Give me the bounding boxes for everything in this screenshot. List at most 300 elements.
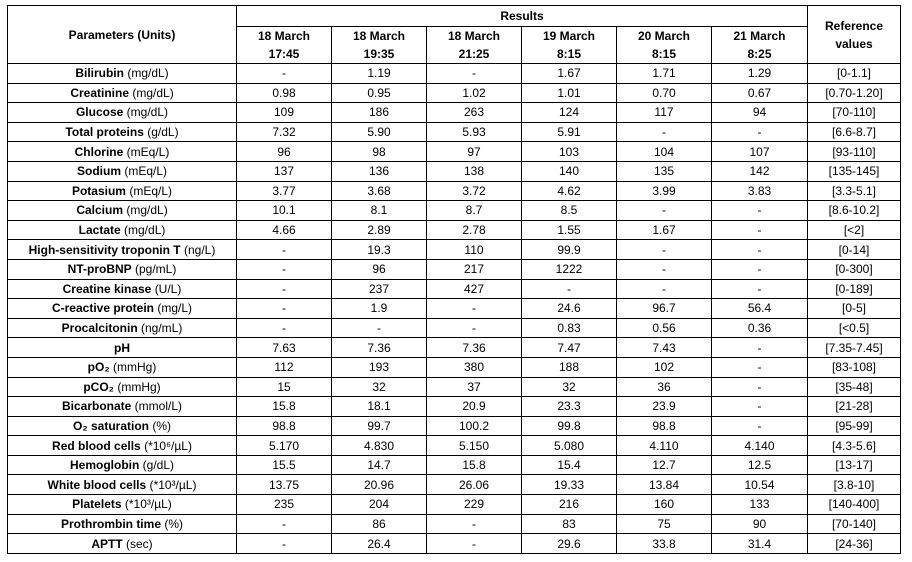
result-value: 109 [237,103,332,123]
parameter-unit: (pg/mL) [135,262,177,277]
parameter-cell [8,455,237,475]
date-time: 21:25 [458,47,490,61]
reference-value: [0-189] [808,279,901,299]
reference-value: [8.6-10.2] [808,201,901,221]
result-value: - [237,299,332,319]
parameter-cell [8,357,237,377]
table-row [8,318,901,338]
parameter-name: Prothrombin time [60,516,161,531]
date-day: 19 March [542,29,596,43]
result-value: 263 [427,103,522,123]
parameter-name: pO₂ [87,360,110,375]
result-value: 188 [522,357,617,377]
result-value: 217 [427,259,522,279]
table-row [8,240,901,260]
result-value: 4.110 [617,436,712,456]
result-value: 10.54 [712,475,808,495]
result-value: 14.7 [332,455,427,475]
result-value: 1.9 [332,299,427,319]
result-value: - [617,279,712,299]
reference-header-line2: values [835,36,873,51]
parameter-unit: (sec) [126,536,153,551]
result-value: 15.4 [522,455,617,475]
result-value: 4.140 [712,436,808,456]
result-value: 229 [427,495,522,515]
result-value: 3.72 [427,181,522,201]
parameter-name: APTT [91,536,123,551]
result-value: - [617,201,712,221]
reference-value: [0-1.1] [808,64,901,84]
result-value: 1.71 [617,64,712,84]
parameter-cell [8,475,237,495]
date-time: 8:15 [651,47,677,61]
reference-value: [140-400] [808,495,901,515]
parameter-unit: (%) [164,516,184,531]
table-row [8,83,901,103]
parameter-name: Chlorine [74,144,124,159]
result-value: 36 [617,377,712,397]
result-value: - [712,259,808,279]
result-value: 20.96 [332,475,427,495]
parameter-cell [8,299,237,319]
parameter-name: White blood cells [47,477,147,492]
result-value: 29.6 [522,534,617,554]
parameter-cell [8,142,237,162]
result-value: - [617,259,712,279]
result-value: 15.8 [237,397,332,417]
parameter-unit: (%) [152,418,172,433]
result-value: 0.98 [237,83,332,103]
table-row [8,495,901,515]
reference-value: [<2] [808,220,901,240]
result-value: - [712,279,808,299]
parameter-unit: (mmol/L) [134,399,183,414]
parameter-unit: (mmHg) [113,360,157,375]
parameter-unit: (*10³/µL) [149,477,197,492]
result-value: 0.95 [332,83,427,103]
reference-value: [21-28] [808,397,901,417]
result-value: 140 [522,161,617,181]
result-value: 135 [617,161,712,181]
result-value: 204 [332,495,427,515]
result-value: 193 [332,357,427,377]
table-row [8,475,901,495]
result-value: 99.7 [332,416,427,436]
result-value: 32 [332,377,427,397]
result-value: 75 [617,514,712,534]
result-value: 13.75 [237,475,332,495]
reference-value: [0-14] [808,240,901,260]
parameter-name: High-sensitivity troponin T [28,242,181,257]
parameter-unit: (*10⁶/µL) [144,438,192,453]
parameter-name: Lactate [78,223,121,238]
table-row [8,455,901,475]
result-value: 1.01 [522,83,617,103]
reference-value: [7.35-7.45] [808,338,901,358]
result-value: 8.5 [522,201,617,221]
result-value: 5.170 [237,436,332,456]
parameter-cell [8,161,237,181]
result-value: 104 [617,142,712,162]
date-day: 18 March [352,29,406,43]
reference-header-line1: Reference [824,18,884,33]
result-value: 137 [237,161,332,181]
result-value: 5.90 [332,122,427,142]
result-value: - [712,357,808,377]
reference-value: [93-110] [808,142,901,162]
parameter-unit: (mmHg) [117,379,161,394]
result-value: 0.70 [617,83,712,103]
parameter-cell [8,534,237,554]
result-value: - [617,240,712,260]
date-header-5 [617,27,712,64]
parameter-unit: (mEq/L) [126,144,170,159]
result-value: 380 [427,357,522,377]
result-value: - [712,416,808,436]
parameter-name: Creatine kinase [62,281,152,296]
reference-value: [0-5] [808,299,901,319]
result-value: 15 [237,377,332,397]
result-value: 7.36 [332,338,427,358]
parameter-cell [8,259,237,279]
table-row [8,259,901,279]
result-value: 0.67 [712,83,808,103]
parameter-unit: (ng/L) [183,242,216,257]
result-value: - [427,64,522,84]
result-value: 427 [427,279,522,299]
result-value: 7.43 [617,338,712,358]
result-value: 99.9 [522,240,617,260]
result-value: 96 [237,142,332,162]
result-value: 26.06 [427,475,522,495]
result-value: - [427,534,522,554]
result-value: 1.67 [617,220,712,240]
result-value: 0.36 [712,318,808,338]
date-time: 17:45 [268,47,300,61]
table-row [8,64,901,84]
table-row [8,103,901,123]
parameter-unit: (mEq/L) [124,164,168,179]
result-value: 117 [617,103,712,123]
result-value: - [712,338,808,358]
reference-value: [83-108] [808,357,901,377]
result-value: 124 [522,103,617,123]
reference-values-header [808,6,901,64]
parameter-cell [8,103,237,123]
result-value: 3.77 [237,181,332,201]
result-value: - [237,279,332,299]
parameter-cell [8,416,237,436]
result-value: 56.4 [712,299,808,319]
result-value: - [237,240,332,260]
parameter-cell [8,495,237,515]
result-value: - [712,201,808,221]
result-value: 1222 [522,259,617,279]
result-value: 99.8 [522,416,617,436]
date-header-4 [522,27,617,64]
result-value: 32 [522,377,617,397]
table-row [8,338,901,358]
parameter-name: Hemoglobin [69,458,140,473]
lab-results-table [7,5,901,554]
result-value: 12.7 [617,455,712,475]
result-value: - [712,240,808,260]
result-value: 103 [522,142,617,162]
table-row [8,514,901,534]
result-value: - [427,514,522,534]
result-value: - [427,318,522,338]
table-row [8,181,901,201]
reference-value: [6.6-8.7] [808,122,901,142]
reference-value: [70-110] [808,103,901,123]
parameter-name: Calcium [76,203,123,218]
date-time: 19:35 [363,47,395,61]
result-value: - [237,534,332,554]
result-value: 90 [712,514,808,534]
result-value: - [237,318,332,338]
reference-value: [3.3-5.1] [808,181,901,201]
result-value: 31.4 [712,534,808,554]
result-value: - [427,299,522,319]
parameter-unit: (mg/dL) [127,66,169,81]
reference-value: [3.8-10] [808,475,901,495]
parameter-name: Total proteins [65,125,144,140]
date-day: 20 March [637,29,691,43]
parameter-name: NT-proBNP [67,262,132,277]
parameter-name: Bicarbonate [61,399,132,414]
result-value: 3.83 [712,181,808,201]
reference-value: [0.70-1.20] [808,83,901,103]
parameter-unit: (mg/dL) [126,203,168,218]
result-value: - [712,220,808,240]
parameter-unit: (U/L) [154,281,182,296]
table-row [8,416,901,436]
result-value: 15.8 [427,455,522,475]
result-value: 7.36 [427,338,522,358]
result-value: 94 [712,103,808,123]
result-value: 23.3 [522,397,617,417]
result-value: 98 [332,142,427,162]
result-value: 15.5 [237,455,332,475]
table-row [8,161,901,181]
result-value: - [522,279,617,299]
result-value: 10.1 [237,201,332,221]
result-value: 8.1 [332,201,427,221]
parameter-cell [8,201,237,221]
reference-value: [135-145] [808,161,901,181]
parameter-name: Red blood cells [52,438,141,453]
parameter-cell [8,318,237,338]
table-row [8,534,901,554]
parameter-unit: (g/dL) [147,125,179,140]
parameter-name: Potasium [71,183,126,198]
result-value: 96.7 [617,299,712,319]
result-value: 83 [522,514,617,534]
table-body [8,64,901,554]
date-header-6 [712,27,808,64]
date-day: 18 March [257,29,311,43]
table-row [8,397,901,417]
table-row [8,220,901,240]
result-value: 133 [712,495,808,515]
result-value: 12.5 [712,455,808,475]
result-value: - [237,64,332,84]
result-value: 86 [332,514,427,534]
result-value: 5.080 [522,436,617,456]
parameter-cell [8,181,237,201]
parameter-name: Procalcitonin [61,321,138,336]
parameter-name: Creatinine [70,85,129,100]
lab-results-document [7,5,901,554]
result-value: - [712,122,808,142]
result-value: 2.89 [332,220,427,240]
result-value: 3.99 [617,181,712,201]
result-value: 112 [237,357,332,377]
parameter-unit: (mg/dL) [132,85,174,100]
result-value: 2.78 [427,220,522,240]
reference-value: [35-48] [808,377,901,397]
table-row [8,299,901,319]
result-value: 4.830 [332,436,427,456]
result-value: 20.9 [427,397,522,417]
result-value: 0.83 [522,318,617,338]
parameter-name: O₂ saturation [72,418,149,433]
result-value: 26.4 [332,534,427,554]
result-value: 160 [617,495,712,515]
result-value: 7.63 [237,338,332,358]
result-value: 1.02 [427,83,522,103]
table-row [8,436,901,456]
result-value: - [332,318,427,338]
parameter-unit: (mEq/L) [129,183,173,198]
result-value: 0.56 [617,318,712,338]
date-header-1 [237,27,332,64]
parameter-name: Glucose [75,105,124,120]
parameter-unit: (mg/dL) [124,223,166,238]
result-value: 7.47 [522,338,617,358]
parameter-unit: (mg/L) [157,301,193,316]
parameter-name: pH [114,340,130,355]
reference-value: [0-300] [808,259,901,279]
parameter-cell [8,122,237,142]
result-value: - [237,514,332,534]
result-value: 138 [427,161,522,181]
reference-value: [<0.5] [808,318,901,338]
result-value: 4.62 [522,181,617,201]
date-header-3 [427,27,522,64]
parameter-cell [8,338,237,358]
parameter-cell [8,83,237,103]
result-value: 1.55 [522,220,617,240]
date-day: 21 March [733,29,786,43]
result-value: 136 [332,161,427,181]
reference-value: [70-140] [808,514,901,534]
result-value: 8.7 [427,201,522,221]
table-row [8,377,901,397]
result-value: 33.8 [617,534,712,554]
result-value: 1.29 [712,64,808,84]
result-value: 96 [332,259,427,279]
parameters-header: Parameters (Units) [8,6,237,64]
result-value: 7.32 [237,122,332,142]
result-value: - [712,377,808,397]
result-value: 216 [522,495,617,515]
reference-value: [24-36] [808,534,901,554]
parameter-name: Bilirubin [75,66,124,81]
result-value: 19.3 [332,240,427,260]
date-time: 8:15 [556,47,582,61]
result-value: 110 [427,240,522,260]
result-value: 98.8 [237,416,332,436]
result-value: 13.84 [617,475,712,495]
parameter-name: Sodium [76,164,121,179]
result-value: 19.33 [522,475,617,495]
table-row [8,279,901,299]
result-value: 24.6 [522,299,617,319]
table-row [8,201,901,221]
result-value: 186 [332,103,427,123]
result-value: - [237,259,332,279]
result-value: 97 [427,142,522,162]
reference-value: [4.3-5.6] [808,436,901,456]
result-value: 5.150 [427,436,522,456]
parameter-unit: (*10³/µL) [124,497,172,512]
result-value: 1.67 [522,64,617,84]
parameter-name: Platelets [72,497,122,512]
result-value: - [617,122,712,142]
date-day: 18 March [447,29,501,43]
parameter-cell [8,397,237,417]
table-row [8,122,901,142]
date-header-2 [332,27,427,64]
result-value: 102 [617,357,712,377]
parameter-unit: (ng/mL) [141,321,183,336]
reference-value: [95-99] [808,416,901,436]
result-value: - [712,397,808,417]
result-value: 5.93 [427,122,522,142]
parameter-unit: (mg/dL) [126,105,169,120]
result-value: 37 [427,377,522,397]
parameter-cell [8,220,237,240]
result-value: 3.68 [332,181,427,201]
table-header [8,6,901,64]
parameter-name: C-reactive protein [51,301,154,316]
result-value: 1.19 [332,64,427,84]
table-row [8,357,901,377]
parameter-cell [8,377,237,397]
parameter-name: pCO₂ [83,379,114,394]
result-value: 237 [332,279,427,299]
result-value: 23.9 [617,397,712,417]
result-value: 98.8 [617,416,712,436]
result-value: 142 [712,161,808,181]
parameter-cell [8,514,237,534]
parameter-cell [8,436,237,456]
result-value: 235 [237,495,332,515]
parameter-cell [8,64,237,84]
reference-value: [13-17] [808,455,901,475]
result-value: 18.1 [332,397,427,417]
date-time: 8:25 [747,47,772,61]
result-value: 100.2 [427,416,522,436]
result-value: 107 [712,142,808,162]
parameter-cell [8,279,237,299]
parameter-unit: (g/dL) [142,458,175,473]
results-header: Results [237,6,808,27]
parameter-cell [8,240,237,260]
table-row [8,142,901,162]
result-value: 4.66 [237,220,332,240]
